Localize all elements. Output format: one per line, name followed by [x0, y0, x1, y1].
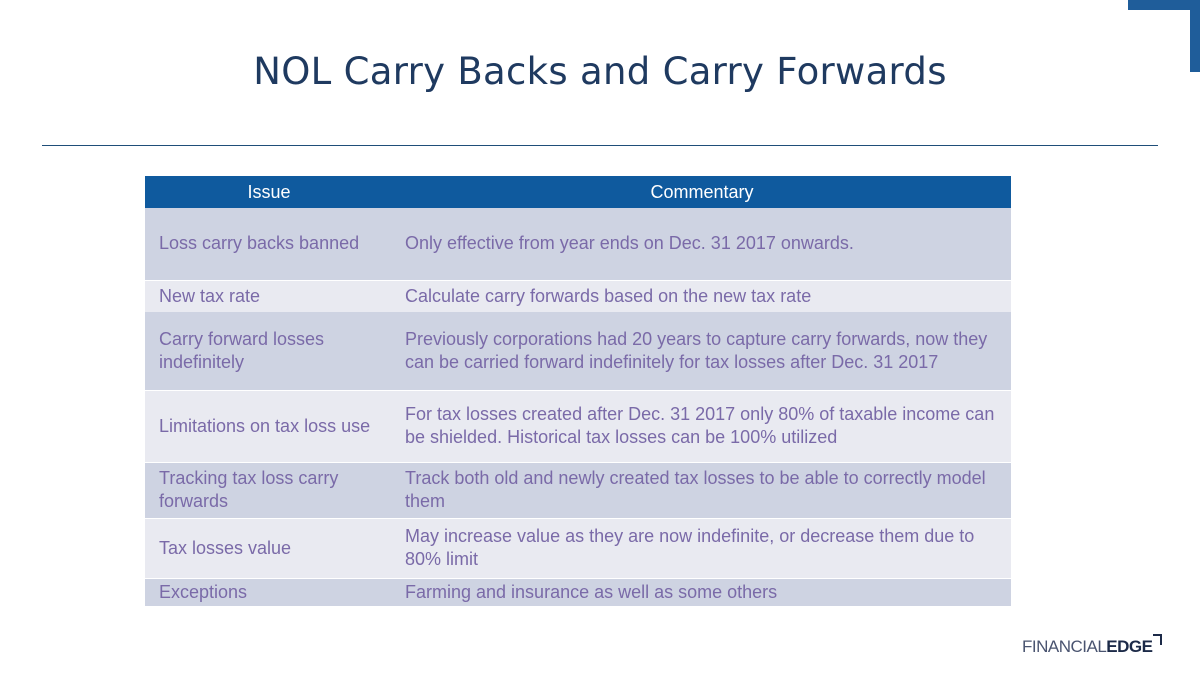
commentary-cell: Track both old and newly created tax losses to be able to correctly model them [393, 462, 1011, 518]
commentary-cell: Only effective from year ends on Dec. 31 2017 onwards. [393, 208, 1011, 280]
table-header-row [145, 176, 1011, 208]
nol-table [145, 176, 1011, 606]
table-row [145, 312, 1011, 390]
logo-text-financial: FINANCIAL [1022, 637, 1107, 656]
header-issue: Issue [145, 176, 393, 208]
commentary-cell: Calculate carry forwards based on the new tax rate [393, 280, 1011, 312]
table-row [145, 390, 1011, 462]
commentary-cell: May increase value as they are now indefinite, or decrease them due to 80% limit [393, 518, 1011, 578]
table-row [145, 518, 1011, 578]
issue-cell: Exceptions [145, 578, 393, 606]
page-title: NOL Carry Backs and Carry Forwards [253, 50, 947, 93]
issue-cell: Tracking tax loss carry forwards [145, 462, 393, 518]
logo-corner-icon [1153, 634, 1162, 645]
table-row [145, 462, 1011, 518]
commentary-cell: Farming and insurance as well as some others [393, 578, 1011, 606]
commentary-cell: For tax losses created after Dec. 31 2017 only 80% of taxable income can be shielded. Historical tax losses can be 100% utilized [393, 390, 1011, 462]
logo-text-edge: EDGE [1106, 637, 1153, 656]
issue-cell: Carry forward losses indefinitely [145, 312, 393, 390]
table-row [145, 208, 1011, 280]
header-commentary: Commentary [393, 176, 1011, 208]
issue-cell: Tax losses value [145, 518, 393, 578]
issue-cell: New tax rate [145, 280, 393, 312]
issue-cell: Limitations on tax loss use [145, 390, 393, 462]
table-row [145, 578, 1011, 606]
financial-edge-logo [1022, 634, 1162, 657]
issue-cell: Loss carry backs banned [145, 208, 393, 280]
table-row [145, 280, 1011, 312]
commentary-cell: Previously corporations had 20 years to capture carry forwards, now they can be carried forward indefinitely for tax losses after Dec. 31 2017 [393, 312, 1011, 390]
title-divider [42, 145, 1158, 146]
